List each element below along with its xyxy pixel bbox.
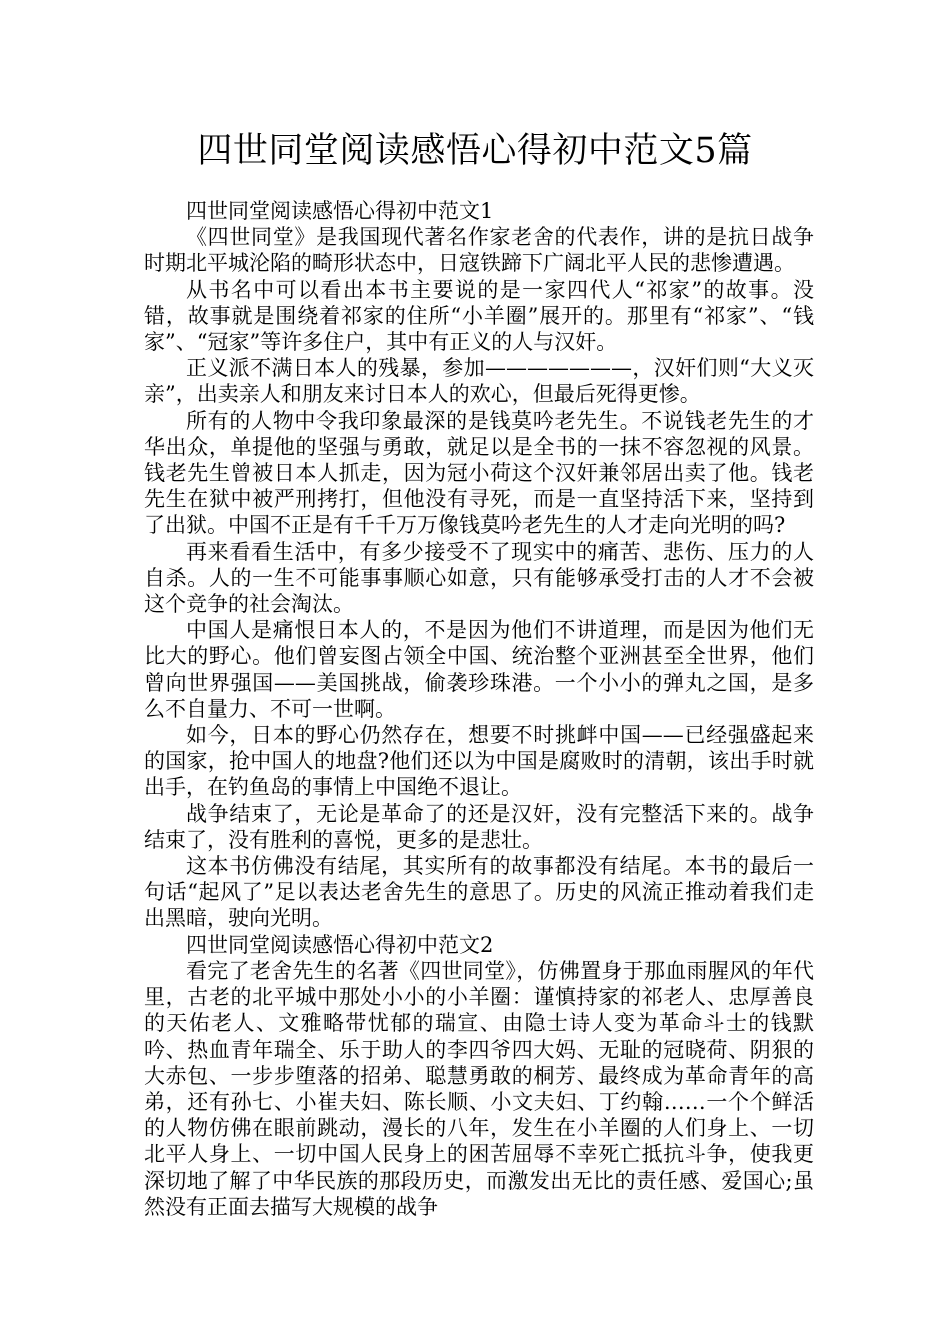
paragraph: 正义派不满日本人的残暴，参加———————，汉奸们则“大义灭亲”，出卖亲人和朋友来讨日本人的欢心，但最后死得更惨。 — [144, 356, 814, 407]
paragraph: 如今，日本的野心仍然存在，想要不时挑衅中国——已经强盛起来的国家，抢中国人的地盘?他们还以为中国是腐败时的清朝，该出手时就出手，在钓鱼岛的事情上中国绝不退让。 — [144, 723, 814, 800]
paragraph: 再来看看生活中，有多少接受不了现实中的痛苦、悲伤、压力的人自杀。人的一生不可能事事顺心如意，只有能够承受打击的人才不会被这个竞争的社会淘汰。 — [144, 539, 814, 617]
document-body — [144, 198, 814, 1220]
paragraph: 中国人是痛恨日本人的，不是因为他们不讲道理，而是因为他们无比大的野心。他们曾妄图占领全中国、统治整个亚洲甚至全世界，他们曾向世界强国——美国挑战，偷袭珍珠港。一个小小的弹丸之国，是多么不自量力、不可一世啊。 — [144, 618, 814, 721]
paragraph: 从书名中可以看出本书主要说的是一家四代人“祁家”的故事。没错，故事就是围绕着祁家的住所“小羊圈”展开的。那里有“祁家”、“钱家”、“冠家”等许多住户，其中有正义的人与汉奸。 — [144, 277, 814, 355]
paragraph: 所有的人物中令我印象最深的是钱莫吟老先生。不说钱老先生的才华出众，单提他的坚强与勇敢，就足以是全书的一抹不容忽视的风景。钱老先生曾被日本人抓走，因为冠小荷这个汉奸兼邻居出卖了他。钱老先生在狱中被严刑拷打，但他没有寻死，而是一直坚持活下来，坚持到了出狱。中国不正是有千千万万像钱莫吟老先生的人才走向光明的吗? — [144, 408, 814, 538]
section-heading-2: 四世同堂阅读感悟心得初中范文2 — [186, 932, 494, 957]
document-title: 四世同堂阅读感悟心得初中范文5篇 — [197, 131, 753, 171]
section-heading-1: 四世同堂阅读感悟心得初中范文1 — [186, 199, 494, 223]
paragraph: 看完了老舍先生的名著《四世同堂》，仿佛置身于那血雨腥风的年代里，古老的北平城中那处小小的小羊圈：谨慎持家的祁老人、忠厚善良的天佑老人、文雅略带忧郁的瑞宣、由隐士诗人变为革命斗士的钱默吟、热血青年瑞全、乐于助人的李四爷四大妈、无耻的冠晓荷、阴狠的大赤包、一步步堕落的招弟、聪慧勇敢的桐芳、最终成为革命青年的高弟，还有孙七、小崔夫妇、陈长顺、小文夫妇、丁约翰……一个个鲜活的人物仿佛在眼前跳动，漫长的八年，发生在小羊圈的人们身上、一切北平人身上、一切中国人民身上的困苦屈辱不幸死亡抵抗斗争，使我更深切地了解了中华民族的那段历史，而激发出无比的责任感、爱国心;虽然没有正面去描写大规模的战争 — [144, 958, 814, 1219]
paragraph: 这本书仿佛没有结尾，其实所有的故事都没有结尾。本书的最后一句话“起风了”足以表达老舍先生的意思了。历史的风流正推动着我们走出黑暗，驶向光明。 — [144, 854, 814, 931]
paragraph: 战争结束了，无论是革命了的还是汉奸，没有完整活下来的。战争结束了，没有胜利的喜悦，更多的是悲壮。 — [144, 801, 814, 852]
paragraph: 《四世同堂》是我国现代著名作家老舍的代表作，讲的是抗日战争时期北平城沦陷的畸形状态中，日寇铁蹄下广阔北平人民的悲惨遭遇。 — [144, 225, 814, 276]
